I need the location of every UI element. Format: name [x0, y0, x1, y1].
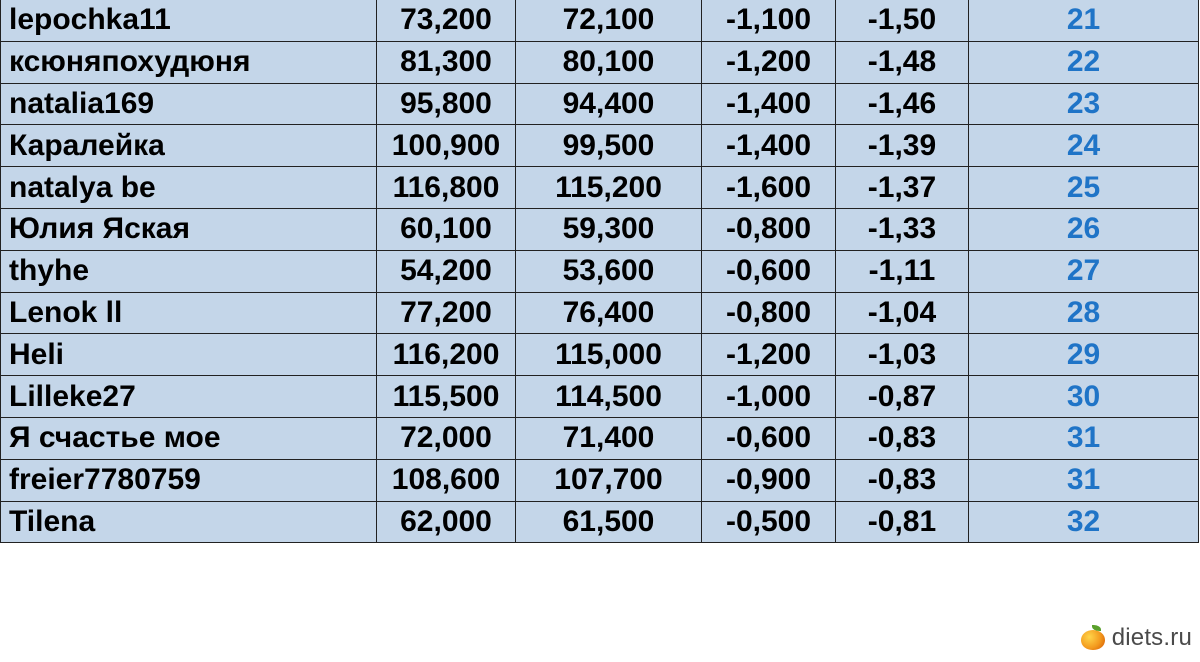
start-weight-cell: 115,500	[377, 376, 516, 418]
percent-change-cell: -1,37	[836, 167, 969, 209]
participant-name-cell: Каралейка	[1, 125, 377, 167]
table-body	[1, 0, 1199, 543]
percent-change-cell: -1,33	[836, 208, 969, 250]
weight-change-cell: -0,900	[702, 459, 836, 501]
weight-change-cell: -1,100	[702, 0, 836, 41]
rank-cell: 26	[969, 208, 1199, 250]
rank-cell: 30	[969, 376, 1199, 418]
participant-name-cell: Я счастье мое	[1, 417, 377, 459]
participant-name-cell: Tilena	[1, 501, 377, 543]
start-weight-cell: 95,800	[377, 83, 516, 125]
weight-change-cell: -0,500	[702, 501, 836, 543]
weight-change-cell: -1,000	[702, 376, 836, 418]
weight-change-cell: -0,800	[702, 292, 836, 334]
rank-cell: 25	[969, 167, 1199, 209]
apple-icon	[1080, 625, 1106, 651]
table-row	[1, 125, 1199, 167]
weight-change-cell: -1,400	[702, 83, 836, 125]
percent-change-cell: -1,04	[836, 292, 969, 334]
weight-change-cell: -1,200	[702, 334, 836, 376]
table-row	[1, 0, 1199, 41]
percent-change-cell: -1,48	[836, 41, 969, 83]
participant-name-cell: natalia169	[1, 83, 377, 125]
table-row	[1, 292, 1199, 334]
start-weight-cell: 108,600	[377, 459, 516, 501]
participant-name-cell: Юлия Яская	[1, 208, 377, 250]
percent-change-cell: -1,03	[836, 334, 969, 376]
rank-cell: 27	[969, 250, 1199, 292]
percent-change-cell: -1,39	[836, 125, 969, 167]
table-row	[1, 417, 1199, 459]
current-weight-cell: 53,600	[516, 250, 702, 292]
start-weight-cell: 72,000	[377, 417, 516, 459]
start-weight-cell: 62,000	[377, 501, 516, 543]
rank-cell: 23	[969, 83, 1199, 125]
weight-change-cell: -1,200	[702, 41, 836, 83]
current-weight-cell: 61,500	[516, 501, 702, 543]
table-row	[1, 167, 1199, 209]
table-row	[1, 83, 1199, 125]
start-weight-cell: 54,200	[377, 250, 516, 292]
table-row	[1, 459, 1199, 501]
participant-name-cell: thyhe	[1, 250, 377, 292]
weight-change-cell: -0,600	[702, 250, 836, 292]
table-row	[1, 41, 1199, 83]
weight-change-cell: -1,600	[702, 167, 836, 209]
percent-change-cell: -1,50	[836, 0, 969, 41]
percent-change-cell: -0,83	[836, 459, 969, 501]
start-weight-cell: 100,900	[377, 125, 516, 167]
rank-cell: 21	[969, 0, 1199, 41]
weight-change-cell: -0,800	[702, 208, 836, 250]
current-weight-cell: 59,300	[516, 208, 702, 250]
diets-logo	[1080, 624, 1192, 652]
current-weight-cell: 114,500	[516, 376, 702, 418]
participant-name-cell: freier7780759	[1, 459, 377, 501]
percent-change-cell: -1,46	[836, 83, 969, 125]
current-weight-cell: 94,400	[516, 83, 702, 125]
participant-name-cell: natalya be	[1, 167, 377, 209]
current-weight-cell: 72,100	[516, 0, 702, 41]
weight-change-cell: -0,600	[702, 417, 836, 459]
percent-change-cell: -0,83	[836, 417, 969, 459]
current-weight-cell: 71,400	[516, 417, 702, 459]
percent-change-cell: -0,87	[836, 376, 969, 418]
table-row	[1, 501, 1199, 543]
participant-name-cell: Lenok ll	[1, 292, 377, 334]
participant-name-cell: ксюняпохудюня	[1, 41, 377, 83]
start-weight-cell: 77,200	[377, 292, 516, 334]
table-row	[1, 334, 1199, 376]
start-weight-cell: 116,800	[377, 167, 516, 209]
watermark-text: diets.ru	[1111, 624, 1192, 651]
participant-name-cell: lepochka11	[1, 0, 377, 41]
current-weight-cell: 99,500	[516, 125, 702, 167]
rank-cell: 31	[969, 417, 1199, 459]
rank-cell: 24	[969, 125, 1199, 167]
rank-cell: 31	[969, 459, 1199, 501]
start-weight-cell: 116,200	[377, 334, 516, 376]
current-weight-cell: 76,400	[516, 292, 702, 334]
rank-cell: 28	[969, 292, 1199, 334]
current-weight-cell: 115,000	[516, 334, 702, 376]
table-row	[1, 376, 1199, 418]
percent-change-cell: -0,81	[836, 501, 969, 543]
rank-cell: 22	[969, 41, 1199, 83]
participant-name-cell: Lilleke27	[1, 376, 377, 418]
start-weight-cell: 81,300	[377, 41, 516, 83]
rank-cell: 29	[969, 334, 1199, 376]
current-weight-cell: 80,100	[516, 41, 702, 83]
participant-name-cell: Heli	[1, 334, 377, 376]
percent-change-cell: -1,11	[836, 250, 969, 292]
current-weight-cell: 115,200	[516, 167, 702, 209]
start-weight-cell: 60,100	[377, 208, 516, 250]
current-weight-cell: 107,700	[516, 459, 702, 501]
table-row	[1, 208, 1199, 250]
start-weight-cell: 73,200	[377, 0, 516, 41]
table-row	[1, 250, 1199, 292]
weight-change-cell: -1,400	[702, 125, 836, 167]
rank-cell: 32	[969, 501, 1199, 543]
